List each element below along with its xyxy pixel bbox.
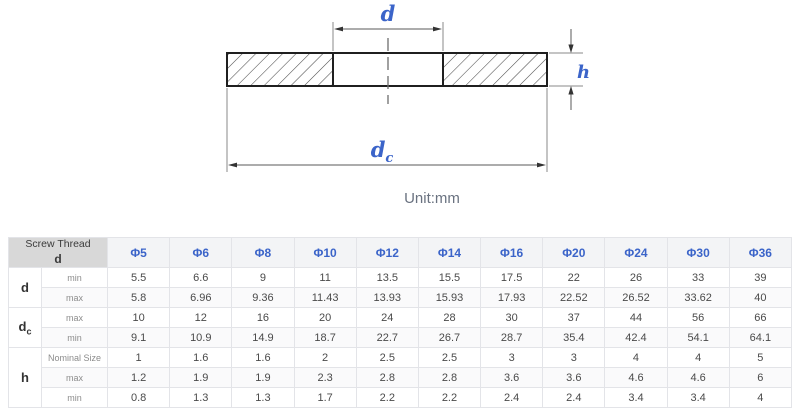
- value-cell: 2.5: [418, 348, 480, 368]
- value-cell: 20: [294, 308, 356, 328]
- column-header: Φ14: [418, 238, 480, 268]
- value-cell: 1.9: [232, 368, 294, 388]
- corner-cell: [9, 238, 108, 268]
- arrowhead-right-icon: [433, 27, 442, 32]
- value-cell: 35.4: [543, 328, 605, 348]
- value-cell: 39: [729, 268, 791, 288]
- table-row: [9, 288, 792, 308]
- row-sub-label: min: [42, 268, 108, 288]
- value-cell: 4.6: [605, 368, 667, 388]
- value-cell: 12: [170, 308, 232, 328]
- value-cell: 2.5: [356, 348, 418, 368]
- row-group-label: [9, 308, 42, 348]
- row-sub-label: max: [42, 288, 108, 308]
- value-cell: 26: [605, 268, 667, 288]
- value-cell: 2.3: [294, 368, 356, 388]
- value-cell: 6.96: [170, 288, 232, 308]
- value-cell: 2: [294, 348, 356, 368]
- column-header: Φ8: [232, 238, 294, 268]
- hatched-block-left: [227, 53, 333, 86]
- value-cell: 11: [294, 268, 356, 288]
- value-cell: 14.9: [232, 328, 294, 348]
- value-cell: 5.5: [108, 268, 170, 288]
- table-row: [9, 328, 792, 348]
- value-cell: 15.5: [418, 268, 480, 288]
- value-cell: 1.3: [232, 388, 294, 408]
- row-group-label-sub: c: [26, 326, 32, 337]
- column-header: Φ10: [294, 238, 356, 268]
- column-header: Φ12: [356, 238, 418, 268]
- value-cell: 44: [605, 308, 667, 328]
- column-header: Φ24: [605, 238, 667, 268]
- table-row: [9, 348, 792, 368]
- value-cell: 40: [729, 288, 791, 308]
- value-cell: 1.6: [232, 348, 294, 368]
- value-cell: 2.2: [418, 388, 480, 408]
- value-cell: 2.8: [418, 368, 480, 388]
- table-body: [9, 268, 792, 408]
- value-cell: 66: [729, 308, 791, 328]
- value-cell: 33: [667, 268, 729, 288]
- value-cell: 9.36: [232, 288, 294, 308]
- value-cell: 3.6: [481, 368, 543, 388]
- value-cell: 3.6: [543, 368, 605, 388]
- value-cell: 2.4: [543, 388, 605, 408]
- value-cell: 3: [543, 348, 605, 368]
- value-cell: 13.5: [356, 268, 418, 288]
- label-thickness: h: [577, 62, 591, 83]
- row-sub-label: max: [42, 368, 108, 388]
- value-cell: 9.1: [108, 328, 170, 348]
- value-cell: 64.1: [729, 328, 791, 348]
- value-cell: 4: [667, 348, 729, 368]
- value-cell: 56: [667, 308, 729, 328]
- hatched-block-right: [443, 53, 547, 86]
- table-row: [9, 268, 792, 288]
- arrowhead-left-icon: [334, 27, 343, 32]
- value-cell: 37: [543, 308, 605, 328]
- table-row: [9, 368, 792, 388]
- value-cell: 33.62: [667, 288, 729, 308]
- value-cell: 3.4: [605, 388, 667, 408]
- value-cell: 28.7: [481, 328, 543, 348]
- value-cell: 4: [729, 388, 791, 408]
- washer-section: [227, 38, 547, 104]
- value-cell: 15.93: [418, 288, 480, 308]
- value-cell: 1.6: [170, 348, 232, 368]
- value-cell: 16: [232, 308, 294, 328]
- value-cell: 26.7: [418, 328, 480, 348]
- table-row: [9, 308, 792, 328]
- arrowhead-down-icon: [568, 45, 573, 54]
- unit-label: Unit:mm: [404, 190, 460, 207]
- column-header: Φ5: [108, 238, 170, 268]
- value-cell: 1.2: [108, 368, 170, 388]
- value-cell: 22.52: [543, 288, 605, 308]
- arrowhead-up-icon: [568, 86, 573, 95]
- arrowhead-left-icon: [228, 163, 237, 168]
- row-sub-label: min: [42, 388, 108, 408]
- header-row: [9, 238, 792, 268]
- value-cell: 10: [108, 308, 170, 328]
- value-cell: 42.4: [605, 328, 667, 348]
- value-cell: 17.5: [481, 268, 543, 288]
- row-sub-label: Nominal Size: [42, 348, 108, 368]
- row-group-label: h: [9, 348, 42, 408]
- corner-line1: Screw Thread: [25, 238, 91, 250]
- row-sub-label: min: [42, 328, 108, 348]
- value-cell: 4: [605, 348, 667, 368]
- value-cell: 1.3: [170, 388, 232, 408]
- label-inner-diameter: d: [380, 1, 396, 26]
- column-header: Φ30: [667, 238, 729, 268]
- value-cell: 1.7: [294, 388, 356, 408]
- table-row: [9, 388, 792, 408]
- value-cell: 22.7: [356, 328, 418, 348]
- value-cell: 2.8: [356, 368, 418, 388]
- value-cell: 18.7: [294, 328, 356, 348]
- value-cell: 5: [729, 348, 791, 368]
- value-cell: 0.8: [108, 388, 170, 408]
- label-outer-diameter: [371, 137, 394, 166]
- value-cell: 17.93: [481, 288, 543, 308]
- value-cell: 2.4: [481, 388, 543, 408]
- dimension-table: [8, 237, 792, 408]
- arrowhead-right-icon: [537, 163, 546, 168]
- row-group-label: d: [9, 268, 42, 308]
- value-cell: 30: [481, 308, 543, 328]
- value-cell: 1.9: [170, 368, 232, 388]
- column-header: Φ20: [543, 238, 605, 268]
- value-cell: 9: [232, 268, 294, 288]
- label-outer-diameter-sub: c: [385, 151, 394, 166]
- value-cell: 1: [108, 348, 170, 368]
- value-cell: 4.6: [667, 368, 729, 388]
- value-cell: 2.2: [356, 388, 418, 408]
- value-cell: 3.4: [667, 388, 729, 408]
- value-cell: 13.93: [356, 288, 418, 308]
- value-cell: 28: [418, 308, 480, 328]
- row-sub-label: max: [42, 308, 108, 328]
- label-outer-diameter-base: d: [370, 137, 386, 162]
- corner-line2: d: [54, 251, 62, 266]
- value-cell: 6.6: [170, 268, 232, 288]
- row-group-label-base: d: [18, 318, 27, 334]
- value-cell: 24: [356, 308, 418, 328]
- value-cell: 22: [543, 268, 605, 288]
- value-cell: 54.1: [667, 328, 729, 348]
- dimension-table-wrap: [8, 237, 792, 408]
- column-header: Φ6: [170, 238, 232, 268]
- column-header: Φ36: [729, 238, 791, 268]
- value-cell: 6: [729, 368, 791, 388]
- value-cell: 3: [481, 348, 543, 368]
- value-cell: 26.52: [605, 288, 667, 308]
- column-header: Φ16: [481, 238, 543, 268]
- value-cell: 11.43: [294, 288, 356, 308]
- value-cell: 10.9: [170, 328, 232, 348]
- value-cell: 5.8: [108, 288, 170, 308]
